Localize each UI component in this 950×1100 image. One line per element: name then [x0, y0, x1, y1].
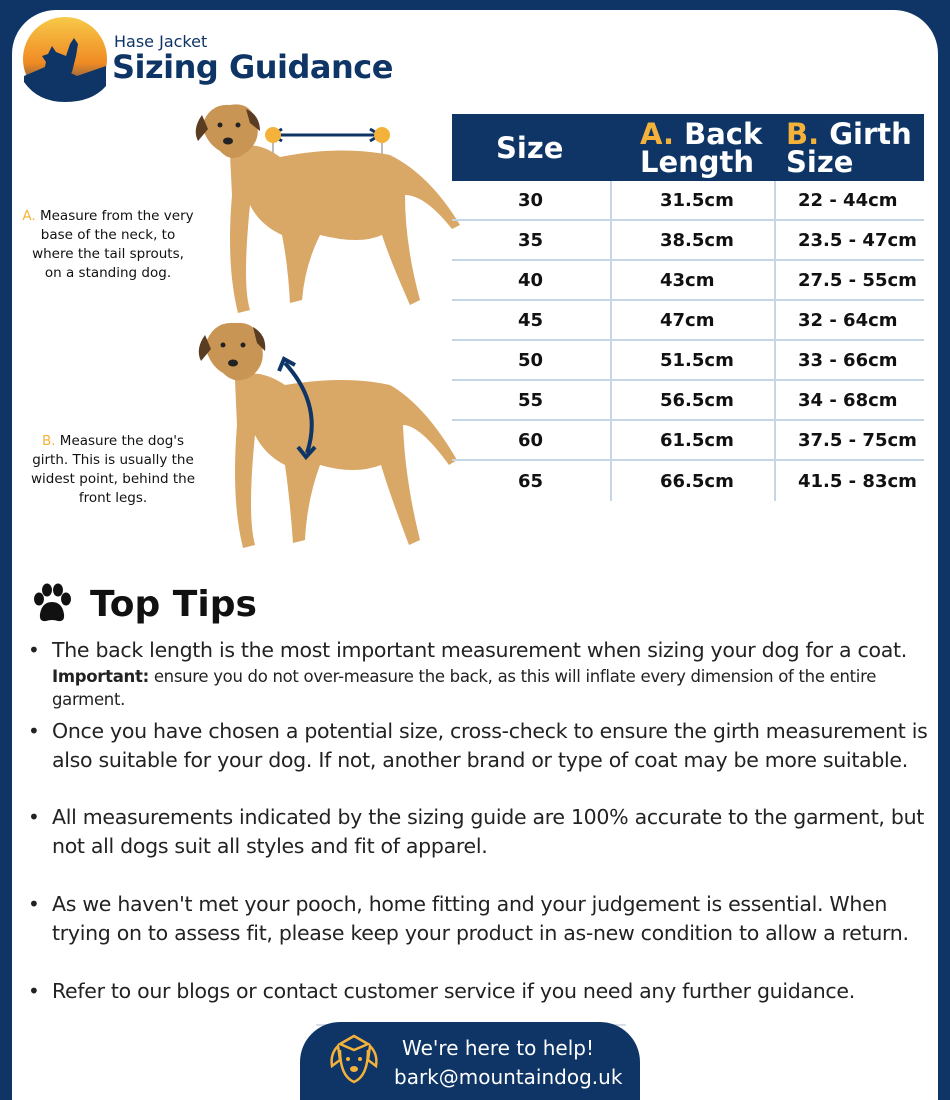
cell-girth: 27.5 - 55cm — [798, 269, 917, 291]
cell-size: 45 — [452, 301, 612, 339]
tips-heading — [30, 582, 257, 626]
cell-size: 55 — [452, 381, 612, 419]
instruction-a — [22, 207, 194, 283]
header-girth-size — [776, 114, 924, 181]
header-girth-letter: B. — [786, 116, 820, 151]
instruction-b-text: Measure the dog's girth. This is usually the widest point, behind the front legs. — [30, 433, 196, 506]
header-back-word2: Length — [640, 144, 755, 179]
mountain-dog-logo-icon — [22, 16, 108, 102]
list-item — [28, 636, 928, 711]
table-row — [452, 301, 924, 341]
list-item: • Once you have chosen a potential size, cross-check to ensure the girth measurement is also suitable for your dog. If not, another brand or type of coat may be more suitable. — [28, 717, 928, 775]
page-title: Sizing Guidance — [112, 48, 393, 86]
cell-size: 65 — [452, 461, 612, 501]
tips-title: Top Tips — [90, 583, 257, 625]
table-row — [452, 381, 924, 421]
cell-back-length: 47cm — [612, 301, 776, 339]
tip-note-text: ensure you do not over-measure the back, as this will inflate every dimension of the entire garment. — [52, 667, 877, 709]
header-size: Size — [496, 130, 564, 165]
cell-girth: 32 - 64cm — [798, 309, 898, 331]
paw-icon — [30, 582, 74, 626]
instruction-a-text: Measure from the very base of the neck, to where the tail sprouts, on a standing dog. — [32, 208, 194, 281]
table-row — [452, 421, 924, 461]
header-girth-word1: Girth — [829, 116, 912, 151]
cell-girth: 41.5 - 83cm — [798, 470, 917, 492]
dog-helper-icon — [326, 1032, 382, 1088]
dog-back-length-illustration — [190, 95, 470, 320]
list-item: • As we haven't met your pooch, home fitting and your judgement is essential. When trying on to assess fit, please keep your product in as-new condition to allow a return. — [28, 890, 928, 948]
tip-note — [52, 665, 928, 711]
header-back-word1: Back — [684, 116, 763, 151]
cell-back-length: 61.5cm — [612, 421, 776, 459]
table-row — [452, 261, 924, 301]
cell-girth: 37.5 - 75cm — [798, 429, 917, 451]
dog-girth-illustration — [195, 315, 465, 553]
cell-size: 50 — [452, 341, 612, 379]
cell-back-length: 66.5cm — [612, 461, 776, 501]
size-table-header — [452, 114, 924, 181]
table-row — [452, 461, 924, 501]
table-row — [452, 341, 924, 381]
instruction-b-letter: B. — [41, 433, 56, 449]
size-table — [452, 114, 924, 501]
header-back-length — [612, 114, 776, 181]
cell-back-length: 38.5cm — [612, 221, 776, 259]
cell-size: 60 — [452, 421, 612, 459]
tips-list — [28, 636, 928, 1006]
cell-back-length: 56.5cm — [612, 381, 776, 419]
tip-text: The back length is the most important measurement when sizing your dog for a coat. — [52, 638, 907, 662]
table-row — [452, 221, 924, 261]
instruction-a-letter: A. — [22, 208, 36, 224]
header-girth-word2: Size — [786, 144, 854, 179]
cell-girth: 22 - 44cm — [798, 189, 898, 211]
cell-size: 35 — [452, 221, 612, 259]
instruction-b — [22, 432, 204, 508]
help-footer — [300, 1022, 640, 1100]
footer-help-text: We're here to help! — [402, 1036, 594, 1060]
table-row — [452, 181, 924, 221]
cell-girth: 34 - 68cm — [798, 389, 898, 411]
header-back-letter: A. — [640, 116, 674, 151]
cell-girth: 23.5 - 47cm — [798, 229, 917, 251]
list-item: • Refer to our blogs or contact customer service if you need any further guidance. — [28, 977, 928, 1006]
cell-girth: 33 - 66cm — [798, 349, 898, 371]
tip-note-bold: Important: — [52, 667, 149, 686]
footer-email-link[interactable]: bark@mountaindog.uk — [394, 1065, 623, 1089]
cell-back-length: 51.5cm — [612, 341, 776, 379]
list-item: • All measurements indicated by the sizing guide are 100% accurate to the garment, but not all dogs suit all styles and fit of apparel. — [28, 803, 928, 861]
brand-subtitle: Hase Jacket — [114, 32, 208, 51]
cell-size: 40 — [452, 261, 612, 299]
cell-size: 30 — [452, 181, 612, 219]
cell-back-length: 31.5cm — [612, 181, 776, 219]
cell-back-length: 43cm — [612, 261, 776, 299]
